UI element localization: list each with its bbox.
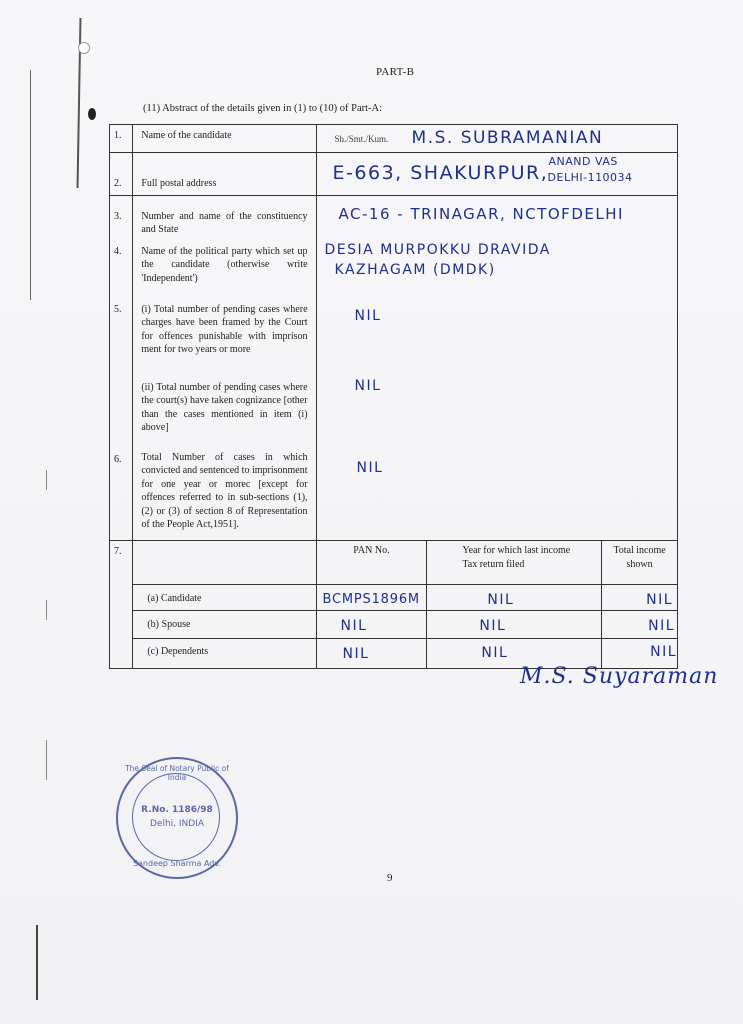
pan-header: PAN No. xyxy=(316,541,427,585)
margin-tick xyxy=(46,470,47,490)
ink-dot xyxy=(88,108,96,120)
row-number-blank xyxy=(110,611,133,639)
income-row xyxy=(110,611,678,639)
year-header: Year for which last income Tax return filed xyxy=(427,541,602,585)
table-row xyxy=(110,439,678,541)
table-row xyxy=(110,195,678,241)
table-row xyxy=(110,153,678,196)
year-value: NIL xyxy=(427,639,602,669)
total-header: Total income shown xyxy=(602,541,678,585)
constituency-cell xyxy=(316,195,677,241)
row-number: 2. xyxy=(110,153,133,196)
income-header-row xyxy=(110,541,678,585)
income-row xyxy=(110,585,678,611)
total-value: NIL xyxy=(602,639,678,669)
pending-cases-ii-label: (ii) Total number of pending cases where the court(s) have taken cognizance [other than the cases mentioned in item (i) above] xyxy=(141,381,308,433)
address-line3: DELHI-110034 xyxy=(547,171,633,184)
income-label-header xyxy=(133,541,316,585)
notary-seal xyxy=(116,757,238,879)
seal-ring-text: The Seal of Notary Public of India xyxy=(125,764,229,782)
address-line1: E-663, SHAKURPUR, xyxy=(332,162,549,184)
pending-cases-i-value: NIL xyxy=(354,307,382,324)
row-label xyxy=(133,299,316,439)
income-entry-label: (a) Candidate xyxy=(133,585,316,611)
total-value: NIL xyxy=(602,585,678,611)
row-number-blank xyxy=(110,585,133,611)
seal-reg-number: R.No. 1186/98 xyxy=(141,805,213,815)
party-line1: DESIA MURPOKKU DRAVIDA xyxy=(324,241,551,258)
handwritten-signature: M.S. Suyaraman xyxy=(520,664,719,689)
row-number: 1. xyxy=(110,125,133,153)
table-row xyxy=(110,241,678,299)
convictions-cell xyxy=(316,439,677,541)
address-line2: ANAND VAS xyxy=(548,155,618,168)
pending-cases-cell xyxy=(316,299,677,439)
year-value: NIL xyxy=(427,585,602,611)
candidate-name: M.S. SUBRAMANIAN xyxy=(411,128,604,148)
year-value: NIL xyxy=(427,611,602,639)
row-label: Number and name of the constituency and State xyxy=(133,195,316,241)
address-cell xyxy=(316,153,677,196)
bottom-edge-mark xyxy=(36,925,38,1000)
row-number-blank xyxy=(110,639,133,669)
seal-notary-name: Sandeep Sharma Adv. xyxy=(132,859,222,868)
income-entry-label: (c) Dependents xyxy=(133,639,316,669)
seal-inner-ring xyxy=(132,773,220,861)
row-label: Name of the candidate xyxy=(133,125,316,153)
details-table xyxy=(109,124,678,669)
row-label: Name of the political party which set up the candidate (otherwise write 'Independent') xyxy=(133,241,316,299)
row-label: Total Number of cases in which convicted and sentenced to imprisonment for one year or morec [except for offences referred to in sub-sections (1), (2) or (3) of section 8 of Representation of the People Act,1951]. xyxy=(133,439,316,541)
abstract-heading: (11) Abstract of the details given in (1) to (10) of Part-A: xyxy=(143,103,383,114)
row-number: 3. xyxy=(110,195,133,241)
pan-value: NIL xyxy=(316,611,427,639)
pending-cases-ii-value: NIL xyxy=(354,377,382,394)
income-entry-label: (b) Spouse xyxy=(133,611,316,639)
total-value: NIL xyxy=(602,611,678,639)
pending-cases-i-label: (i) Total number of pending cases where charges have been framed by the Court for offences punishable with imprison ment for two years or more xyxy=(141,303,308,355)
convictions-value: NIL xyxy=(356,459,384,476)
pan-value: NIL xyxy=(316,639,427,669)
constituency-value: AC-16 - TRINAGAR, NCTOFDELHI xyxy=(338,204,624,223)
table-row xyxy=(110,125,678,153)
row-number: 7. xyxy=(110,541,133,585)
table-row xyxy=(110,299,678,439)
seal-place: Delhi, INDIA xyxy=(149,819,205,829)
candidate-name-cell xyxy=(316,125,677,153)
page-edge-mark xyxy=(30,70,43,300)
row-number: 6. xyxy=(110,439,133,541)
page-number: 9 xyxy=(387,872,393,884)
title-prefix: Sh./Smt./Kum. xyxy=(334,134,389,144)
party-line2: KAZHAGAM (DMDK) xyxy=(334,261,496,278)
row-number: 5. xyxy=(110,299,133,439)
margin-tick xyxy=(46,600,47,620)
part-heading: PART-B xyxy=(376,66,415,78)
party-cell xyxy=(316,241,677,299)
punch-hole xyxy=(78,42,90,54)
margin-tick xyxy=(46,740,47,780)
row-number: 4. xyxy=(110,241,133,299)
row-label: Full postal address xyxy=(133,153,316,196)
pan-value: BCMPS1896M xyxy=(316,585,427,611)
